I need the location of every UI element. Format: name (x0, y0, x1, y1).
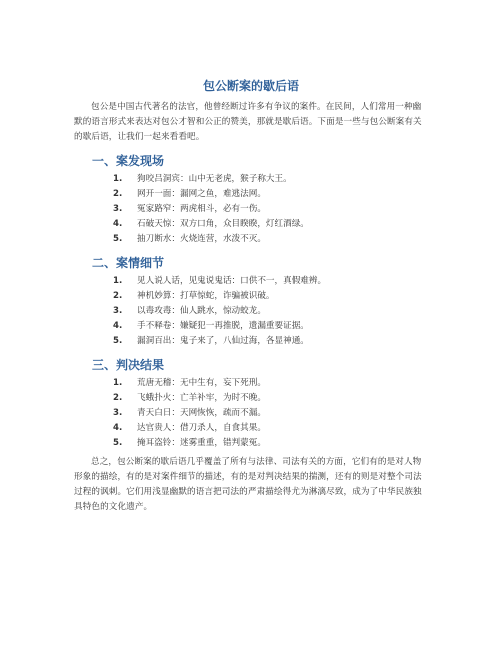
list-item-text: 青天白日：天网恢恢，疏而不漏。 (137, 408, 266, 418)
list-item (113, 274, 428, 289)
list-item-text: 手不释卷：嫌疑犯一再推脱，遗漏重要证据。 (137, 321, 309, 331)
list-item (113, 232, 428, 247)
list-item (113, 391, 428, 406)
list-item-text: 达官贵人：借刀杀人，自食其果。 (137, 423, 266, 433)
list-item-number: 4. (113, 219, 123, 229)
list-item-text: 见人说人话，见鬼说鬼话：口供不一，真假难辨。 (137, 276, 327, 286)
list-item-text: 漏洞百出：鬼子来了，八仙过海，各显神通。 (137, 336, 309, 346)
list-item-number: 2. (113, 291, 123, 301)
list-item-text: 狗咬吕洞宾：山中无老虎，猴子称大王。 (137, 174, 292, 184)
list-item-number: 5. (113, 438, 123, 448)
list-item-text: 冤家路窄：两虎相斗，必有一伤。 (137, 204, 266, 214)
list-item (113, 187, 428, 202)
list-item-number: 1. (113, 276, 123, 286)
section-list-case-details (74, 274, 428, 349)
list-item-number: 1. (113, 378, 123, 388)
list-item (113, 376, 428, 391)
list-item-number: 2. (113, 393, 123, 403)
section-heading-case-details: 二、案情细节 (92, 256, 165, 270)
list-item (113, 289, 428, 304)
list-item (113, 202, 428, 217)
section-heading-verdict: 三、判决结果 (92, 358, 165, 372)
list-item-number: 4. (113, 321, 123, 331)
list-item-number: 1. (113, 174, 123, 184)
section-list-crime-scene (74, 172, 428, 247)
list-item (113, 217, 428, 232)
list-item-number: 4. (113, 423, 123, 433)
list-item-text: 飞蛾扑火：亡羊补牢，为时不晚。 (137, 393, 266, 403)
list-item-number: 5. (113, 234, 123, 244)
list-item-text: 以毒攻毒：仙人跳水，惊动蛟龙。 (137, 306, 266, 316)
list-item-number: 3. (113, 306, 123, 316)
list-item-number: 2. (113, 189, 123, 199)
list-item-text: 网开一面：漏网之鱼，难逃法网。 (137, 189, 266, 199)
list-item (113, 334, 428, 349)
list-item-text: 掩耳盗铃：迷雾重重，错判蒙冤。 (137, 438, 266, 448)
list-item-text: 石破天惊：双方口角，众目睽睽，灯红酒绿。 (137, 219, 309, 229)
list-item (113, 436, 428, 451)
section-list-verdict (74, 376, 428, 451)
list-item (113, 304, 428, 319)
section-heading-crime-scene: 一、案发现场 (92, 154, 165, 168)
intro-paragraph: 包公是中国古代著名的法官，他曾经断过许多有争议的案件。在民间，人们常用一种幽默的语言形式来表达对包公才智和公正的赞美，那就是歇后语。下面是一些与包公断案有关的歇后语，让我们一起来看看吧。 (74, 102, 422, 142)
list-item-text: 抽刀断水：火烧连营，水泼不灭。 (137, 234, 266, 244)
list-item-text: 荒唐无稽：无中生有，妄下死刑。 (137, 378, 266, 388)
list-item (113, 421, 428, 436)
conclusion-paragraph: 总之，包公断案的歇后语几乎覆盖了所有与法律、司法有关的方面，它们有的是对人物形象的描绘，有的是对案件细节的描述，有的是对判决结果的揣测，还有的则是对整个司法过程的讽刺。它们用浅显幽默的语言把司法的严肃描绘得尤为淋漓尽致，成为了中华民族独具特色的文化遗产。 (74, 457, 422, 512)
list-item (113, 319, 428, 334)
list-item-number: 3. (113, 408, 123, 418)
list-item-number: 3. (113, 204, 123, 214)
list-item-text: 神机妙算：打草惊蛇，诈骗被识破。 (137, 291, 275, 301)
list-item (113, 406, 428, 421)
list-item-number: 5. (113, 336, 123, 346)
document-title: 包公断案的歇后语 (202, 79, 299, 93)
list-item (113, 172, 428, 187)
